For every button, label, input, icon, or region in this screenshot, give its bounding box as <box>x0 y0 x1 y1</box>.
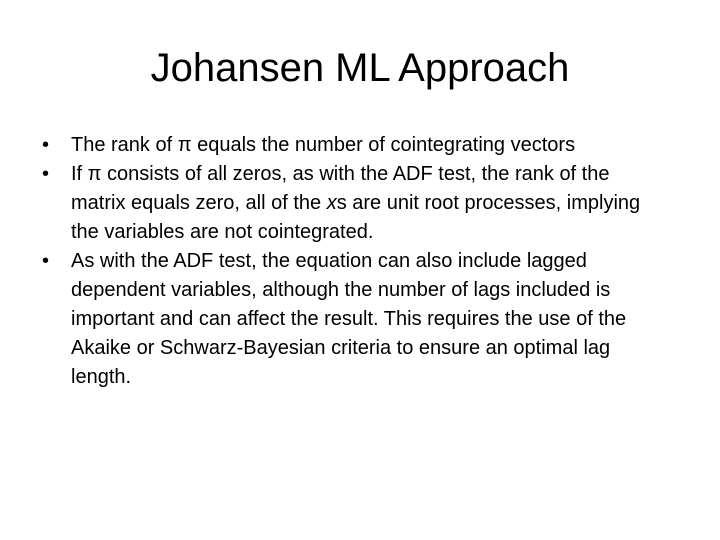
bullet-text <box>71 163 640 243</box>
bullet-text-italic: x <box>326 192 337 214</box>
bullet-item-rank <box>42 131 642 160</box>
bullet-text: As with the ADF test, the equation can also include lagged dependent variables, although the number of lags included is important and can affect the result. This requires the use of the Akaike or Schwarz-Bayesian criteria to ensure an optimal lag length. <box>71 250 627 388</box>
bullet-text: The rank of π equals the number of cointegrating vectors <box>71 134 576 156</box>
bullet-icon: • <box>42 134 50 156</box>
bullet-icon: • <box>42 163 50 185</box>
bullet-text-part: s are unit root processes, implying the variables are not cointegrated. <box>71 192 641 243</box>
bullet-item-zero-matrix <box>42 160 642 247</box>
bullet-text-part: If π consists of all zeros, as with the ADF test, the rank of the matrix equals zero, all of the <box>71 163 610 214</box>
bullet-icon: • <box>42 250 50 272</box>
slide-title: Johansen ML Approach <box>150 46 570 90</box>
bullet-item-lagged-variables <box>42 247 642 392</box>
bullet-list <box>42 131 642 392</box>
